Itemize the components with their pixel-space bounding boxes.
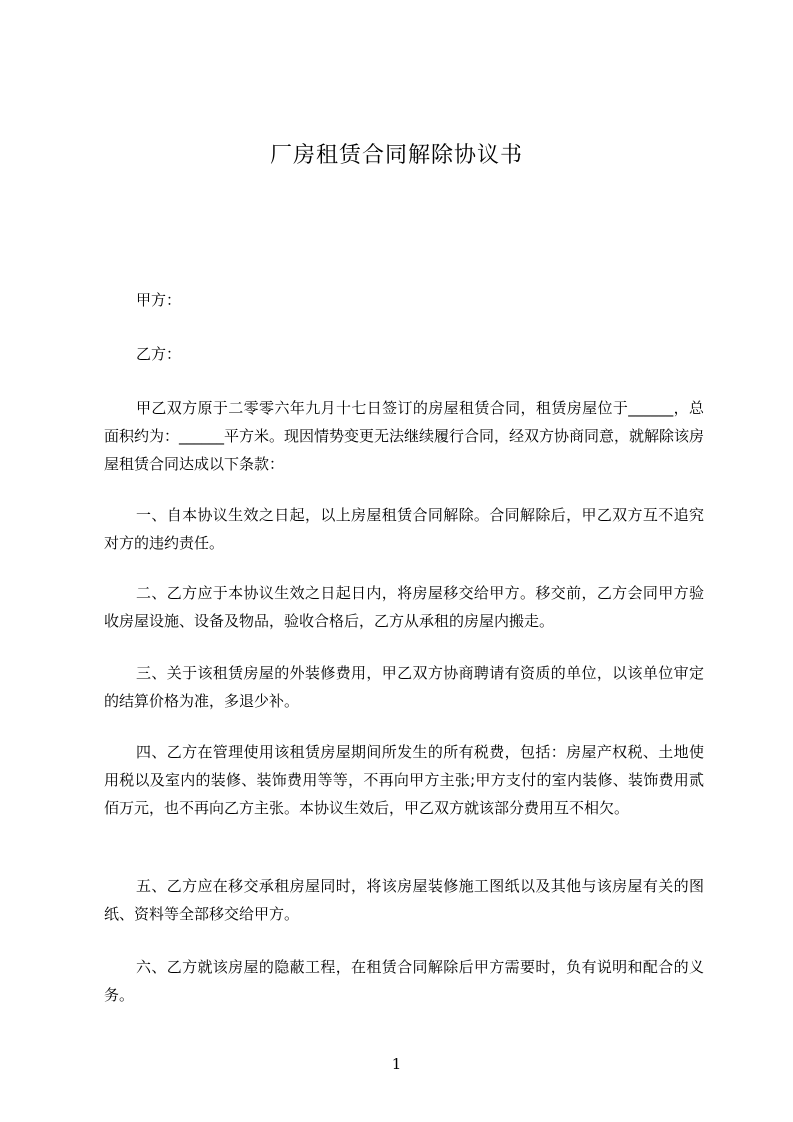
party-a-label: 甲方：: [136, 291, 182, 309]
party-b-label: 乙方：: [136, 345, 182, 363]
clause-3: 三、关于该租赁房屋的外装修费用，甲乙双方协商聘请有资质的单位，以该单位审定的结算价格为准，多退少补。: [104, 664, 704, 710]
page-number: 1: [391, 1055, 402, 1073]
clause-5: 五、乙方应在移交承租房屋同时，将该房屋装修施工图纸以及其他与该房屋有关的图纸、资料等全部移交给甲方。: [104, 877, 704, 923]
clause-1: 一、自本协议生效之日起，以上房屋租赁合同解除。合同解除后，甲乙双方互不追究对方的违约责任。: [104, 506, 704, 552]
clause-4: 四、乙方在管理使用该租赁房屋期间所发生的所有税费，包括：房屋产权税、土地使用税以及室内的装修、装饰费用等等，不再向甲方主张;甲方支付的室内装修、装饰费用贰佰万元，也不再向乙方主张。本协议生效后，甲乙双方就该部分费用互不相欠。: [104, 743, 704, 817]
intro-paragraph: 甲乙双方原于二零零六年九月十七日签订的房屋租赁合同，租赁房屋位于______，总面积约为：______平方米。现因情势变更无法继续履行合同，经双方协商同意，就解除该房屋租赁合同达成以下条款：: [104, 399, 705, 473]
clause-6: 六、乙方就该房屋的隐蔽工程，在租赁合同解除后甲方需要时，负有说明和配合的义务。: [104, 958, 704, 1004]
document-title: 厂房租赁合同解除协议书: [269, 143, 523, 168]
clause-2: 二、乙方应于本协议生效之日起日内，将房屋移交给甲方。移交前，乙方会同甲方验收房屋设施、设备及物品，验收合格后，乙方从承租的房屋内搬走。: [104, 584, 704, 630]
